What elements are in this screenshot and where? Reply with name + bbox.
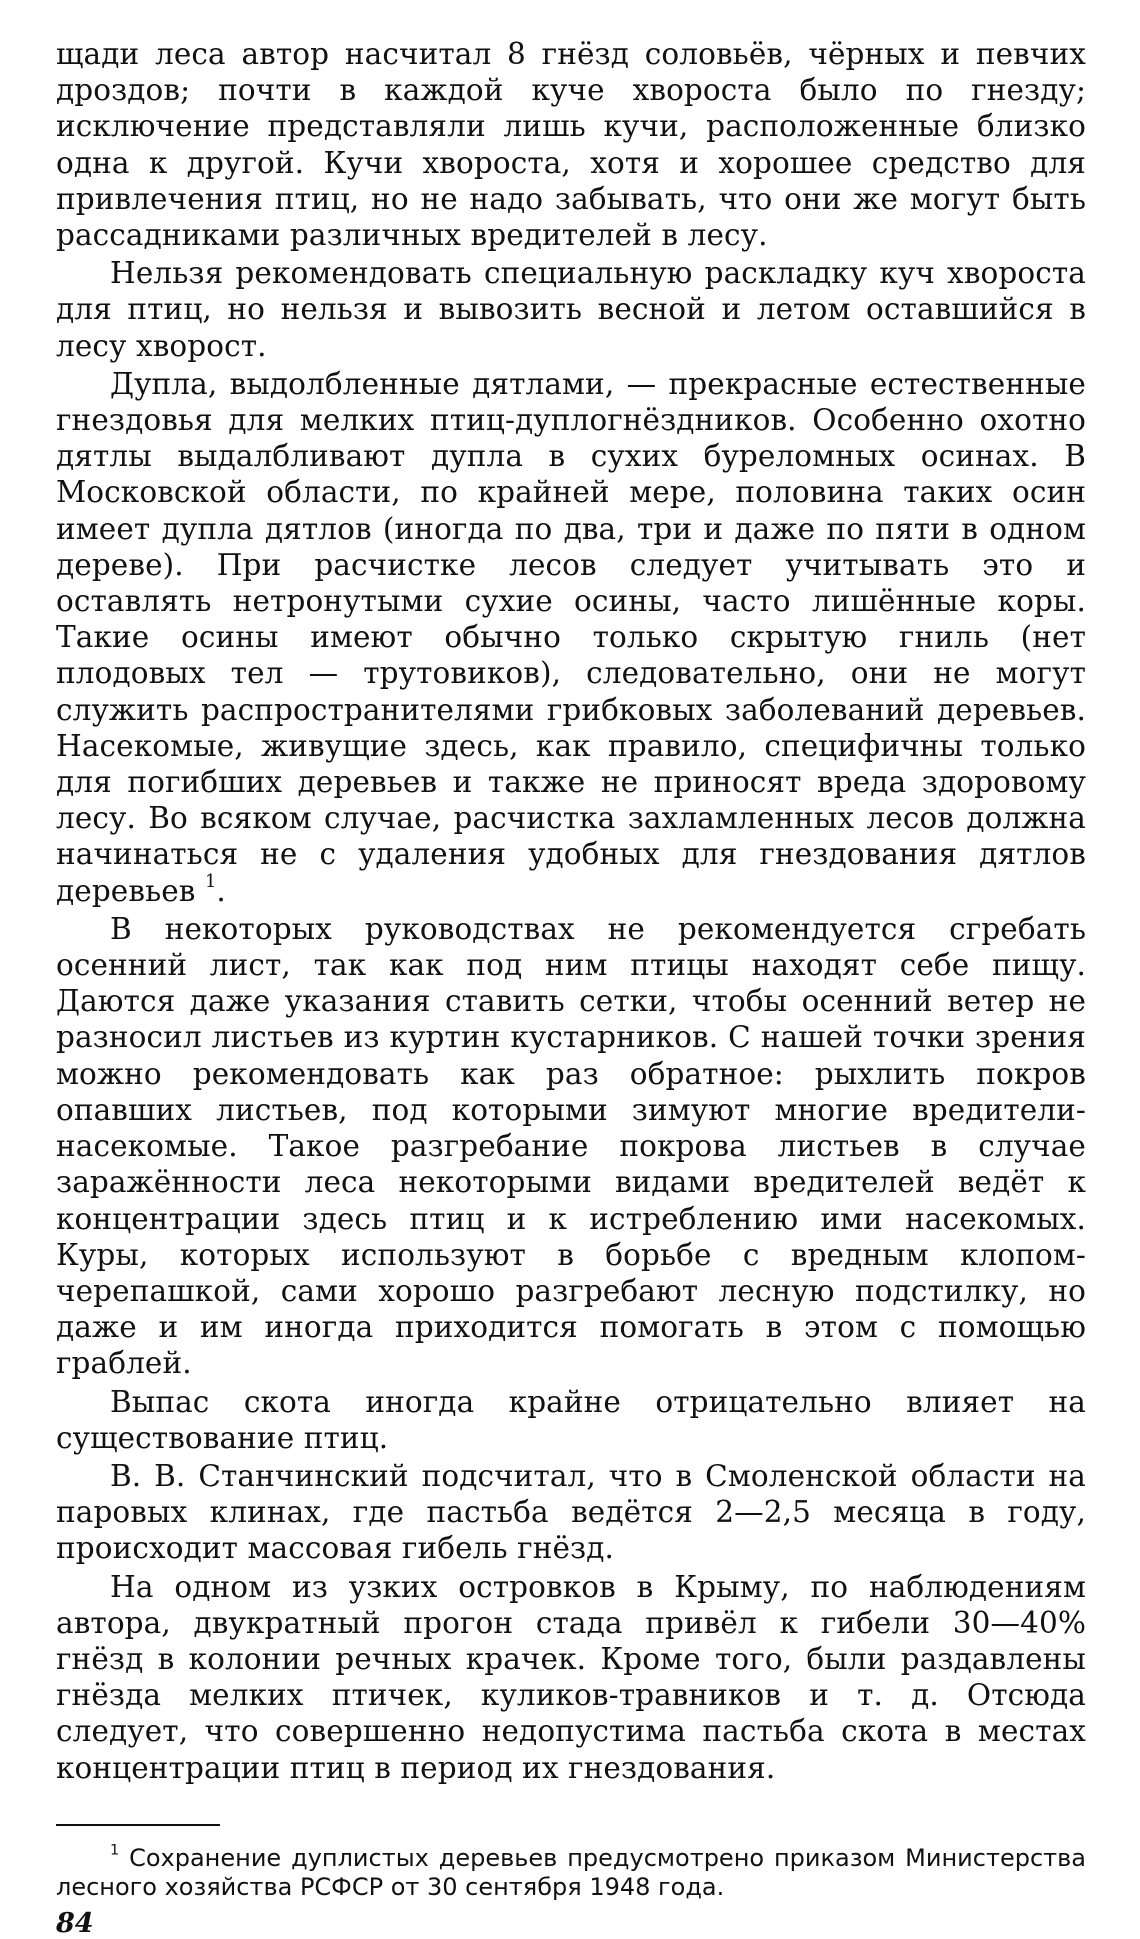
paragraph-continued: щади леса автор насчитал 8 гнёзд соловьёв, чёрных и певчих дроздов; почти в каждой куче хвороста было по гнезду; исключение представляли лишь кучи, расположенные близко одна к другой. Кучи хвороста, хотя и хорошее средство для привлечения птиц, но не надо забывать, что они же могут быть рассадниками различных вредителей в лесу. <box>56 37 1086 253</box>
footnote-divider <box>56 1824 220 1826</box>
paragraph: В некоторых руководствах не рекомендуется сгребать осенний лист, так как под ним птицы находят себе пищу. Даются даже указания ставить сетки, чтобы осенний ветер не разносил листьев из куртин кустарников. С нашей точки зрения можно рекомендовать как раз обратное: рыхлить покров опавших листьев, под которыми зимуют многие вредители-насекомые. Такое разгребание покрова листьев в случае заражённости леса некоторыми видами вредителей ведёт к концентрации здесь птиц и к истреблению ими насекомых. Куры, которых используют в борьбе с вредным клопом-черепашкой, сами хорошо разгребают лесную подстилку, но даже и им иногда приходится помогать в этом с помощью граблей. <box>56 911 1086 1381</box>
paragraph: Выпас скота иногда крайне отрицательно влияет на существование птиц. <box>56 1384 1086 1455</box>
footnote-text: Сохранение дуплистых деревьев предусмотрено приказом Министерства лесного хозяйства РСФСР от 30 сентября 1948 года. <box>56 1843 1086 1901</box>
footnote-reference: 1 <box>204 871 217 892</box>
book-page <box>56 36 1086 1939</box>
footnote-marker: 1 <box>110 1842 120 1859</box>
paragraph: На одном из узких островков в Крыму, по наблюдениям автора, двукратный прогон стада привёл к гибели 30—40% гнёзд в колонии речных крачек. Кроме того, были раздавлены гнёзда мелких птичек, куликов-травников и т. д. Отсюда следует, что совершенно недопустима пастьба скота в местах концентрации птиц в период их гнездования. <box>56 1569 1086 1785</box>
paragraph: Нельзя рекомендовать специальную раскладку куч хвороста для птиц, но нельзя и вывозить весной и летом оставшийся в лесу хворост. <box>56 256 1086 363</box>
paragraph-with-footnote <box>56 366 1086 909</box>
footnote-ref-period: . <box>216 873 226 908</box>
footnote <box>56 1844 1086 1902</box>
main-text <box>56 36 1086 1786</box>
page-number: 84 <box>56 1907 94 1939</box>
paragraph-text: Дупла, выдолбленные дятлами, — прекрасные естественные гнездовья для мелких птиц-дуплогнёздников. Особенно охотно дятлы выдалбливают дупла в сухих буреломных осинах. В Московской области, по крайней мере, половина таких осин имеет дупла дятлов (иногда по два, три и даже по пяти в одном дереве). При расчистке лесов следует учитывать это и оставлять нетронутыми сухие осины, часто лишённые коры. Такие осины имеют обычно только скрытую гниль (нет плодовых тел — трутовиков), следовательно, они не могут служить распространителями грибковых заболеваний деревьев. Насекомые, живущие здесь, как правило, специфичны только для погибших деревьев и также не приносят вреда здоровому лесу. Во всяком случае, расчистка захламленных лесов должна начинаться не с удаления удобных для гнездования дятлов деревьев <box>56 366 1086 908</box>
paragraph: В. В. Станчинский подсчитал, что в Смоленской области на паровых клинах, где пастьба ведётся 2—2,5 месяца в году, происходит массовая гибель гнёзд. <box>56 1458 1086 1566</box>
